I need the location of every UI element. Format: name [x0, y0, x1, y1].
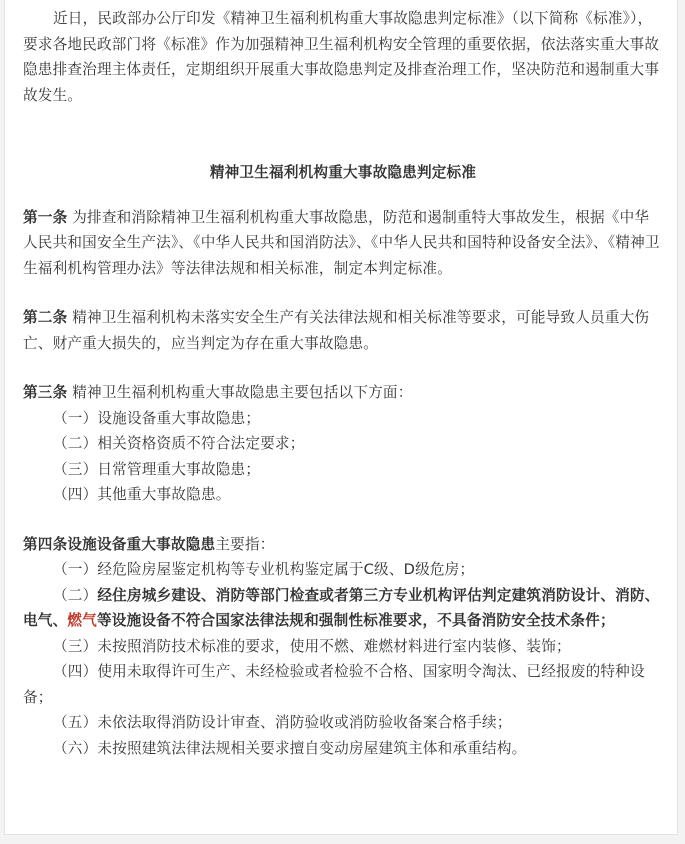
article-3-item: （四）其他重大事故隐患。	[53, 486, 231, 503]
article-content	[23, 6, 663, 761]
article-4-label: 第四条设施设备重大事故隐患	[23, 535, 216, 553]
article-4-item-2-bold-a: 经住房城乡建设、消防等部门检查或者第三方专业机构评估判定建筑消防设计、消防、电气、	[23, 586, 660, 629]
article-2-label: 第二条	[23, 309, 68, 326]
article-4-item-2-red: 燃气	[67, 612, 97, 629]
article-3	[23, 380, 663, 406]
article-1	[23, 205, 663, 282]
article-4-item-5: （五）未依法取得消防设计审查、消防验收或消防验收备案合格手续；	[53, 714, 512, 731]
article-1-text: 为排查和消除精神卫生福利机构重大事故隐患，防范和遏制重特大事故发生，根据《中华人民共和国安全生产法》、《中华人民共和国消防法》、《中华人民共和国特种设备安全法》、《精神卫生福利机构管理办法》等法律法规和相关标准，制定本判定标准。	[23, 208, 660, 277]
article-2	[23, 305, 663, 356]
article-4	[23, 532, 663, 558]
article-4-item-1: （一）经危险房屋鉴定机构等专业机构鉴定属于C级、D级危房；	[53, 561, 475, 578]
article-3-item: （三）日常管理重大事故隐患；	[53, 460, 261, 478]
article-3-item: （一）设施设备重大事故隐患；	[53, 409, 261, 427]
article-4-text: 主要指：	[215, 535, 275, 553]
article-4-item-2-bold-b: 等设施设备不符合国家法律法规和强制性标准要求，不具备消防安全技术条件；	[96, 612, 615, 629]
article-4-item-2	[23, 583, 663, 634]
article-4-item-6: （六）未按照建筑法律法规相关要求擅自变动房屋建筑主体和承重结构。	[53, 739, 527, 757]
article-4-item-4: （四）使用未取得许可生产、未经检验或者检验不合格、国家明令淘汰、已经报废的特种设备；	[23, 663, 645, 706]
article-3-label: 第三条	[23, 384, 68, 401]
article-3-text: 精神卫生福利机构重大事故隐患主要包括以下方面：	[67, 384, 413, 401]
article-2-text: 精神卫生福利机构未落实安全生产有关法律法规和相关标准等要求，可能导致人员重大伤亡、财产重大损失的，应当判定为存在重大事故隐患。	[23, 309, 650, 352]
article-page	[4, 0, 678, 835]
article-4-item-3: （三）未按照消防技术标准的要求，使用不燃、难燃材料进行室内装修、装饰；	[53, 637, 571, 655]
article-4-item-2-prefix: （二）	[53, 586, 98, 604]
article-1-label: 第一条	[23, 208, 68, 226]
article-3-item: （二）相关资格资质不符合法定要求；	[53, 435, 305, 452]
intro-paragraph: 近日，民政部办公厅印发《精神卫生福利机构重大事故隐患判定标准》（以下简称《标准》），要求各地民政部门将《标准》作为加强精神卫生福利机构安全管理的重要依据，依法落实重大事故隐患排查治理主体责任，定期组织开展重大事故隐患判定及排查治理工作，坚决防范和遏制重大事故发生。	[23, 10, 660, 104]
document-title: 精神卫生福利机构重大事故隐患判定标准	[209, 164, 477, 181]
